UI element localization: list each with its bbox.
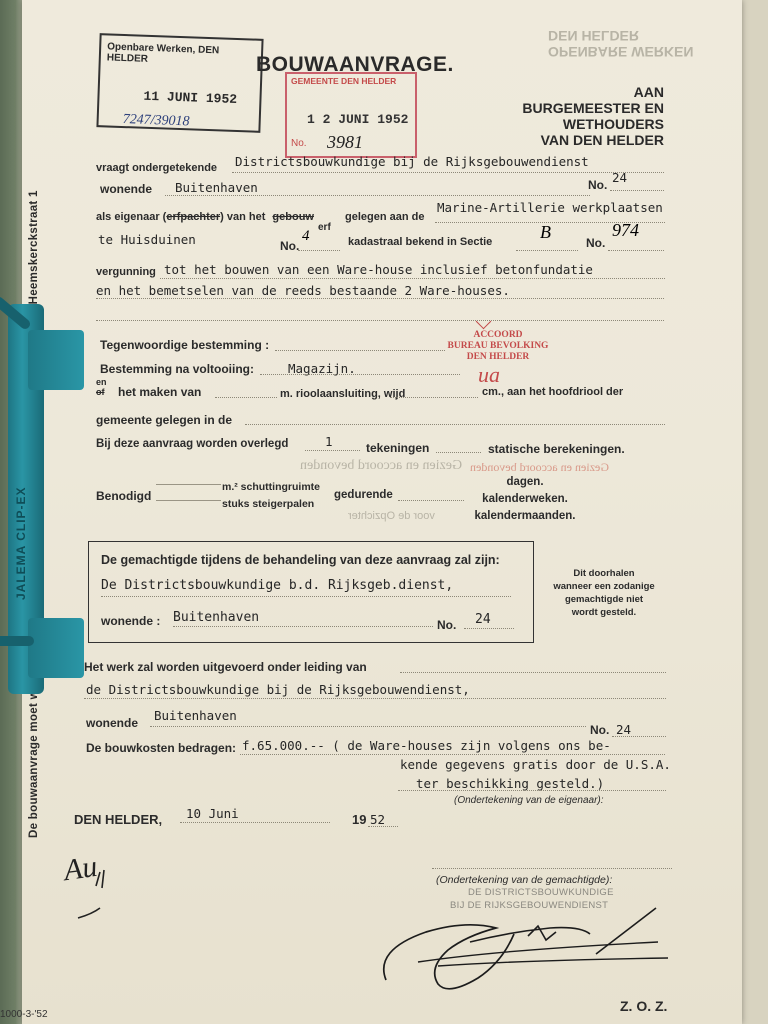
registration-number: 3981 xyxy=(327,132,363,152)
handwritten-initials: Au xyxy=(61,849,100,888)
during-label: gedurende xyxy=(334,489,393,501)
lead-value: de Districtsbouwkundige bij de Rijksgebouwendienst, xyxy=(86,682,470,697)
current-use-label: Tegenwoordige bestemming : xyxy=(100,338,270,352)
location-value: Marine-Artillerie werkplaatsen xyxy=(437,200,663,215)
applicant-value: Districtsbouwkundige bij de Rijksgebouwendienst xyxy=(235,154,589,169)
form-line xyxy=(240,754,665,755)
agent-stamp-line: DE DISTRICTSBOUWKUNDIGE xyxy=(468,887,614,898)
municipality-label: gemeente gelegen in de xyxy=(96,413,233,427)
year-value: 52 xyxy=(370,812,386,827)
authorized-agent-title: De gemachtigde tijdens de behandeling van deze aanvraag zal zijn: xyxy=(101,553,500,567)
cross-out-note-line: Dit doorhalen xyxy=(573,568,635,579)
period-weeks: kalenderweken. xyxy=(482,493,568,505)
addressee-line: AAN xyxy=(633,84,664,100)
location-no-label: No. xyxy=(280,239,300,253)
cross-out-note-line: gemachtigde niet xyxy=(564,594,644,605)
form-line xyxy=(398,790,666,791)
cost-value: f.65.000.-- ( de Ware-houses zijn volgens ons be- xyxy=(242,738,611,753)
date-day: 10 Juni xyxy=(186,806,239,821)
permit-value: tot het bouwen van een Ware-house inclusief betonfundatie xyxy=(164,262,593,277)
form-line xyxy=(390,397,478,398)
authorized-residence-value: Buitenhaven xyxy=(173,610,260,625)
permit-label: vergunning xyxy=(96,266,156,278)
cross-out-note-line: wanneer een zodanige xyxy=(553,581,655,592)
bleed-through-text: voor de Opzichter xyxy=(348,510,435,522)
owner-row xyxy=(96,211,314,223)
period-days: dagen. xyxy=(506,476,544,488)
period-months: kalendermaanden. xyxy=(474,510,576,522)
of-option: of xyxy=(96,387,105,397)
form-line xyxy=(612,736,666,737)
location-no-value: 4 xyxy=(302,228,310,244)
owner-mid-label: ) van het xyxy=(220,211,266,223)
permit-value-line2: en het bemetselen van de reeds bestaande 2 Ware-houses. xyxy=(96,283,510,298)
clip-brand-text: JALEMA CLIP-EX xyxy=(14,486,28,600)
owner-struck-option: erfpachter xyxy=(166,211,221,223)
cross-out-note xyxy=(542,567,666,619)
form-line xyxy=(232,172,664,173)
required-label: Benodigd xyxy=(96,489,152,503)
registration-no-label: No. xyxy=(291,138,307,149)
scaffold-posts-option: stuks steigerpalen xyxy=(222,498,315,510)
initials-scribble xyxy=(60,860,120,930)
drawings-label: Bij deze aanvraag worden overlegd xyxy=(96,438,289,450)
form-line xyxy=(96,320,664,321)
final-use-label: Bestemming na voltooiing: xyxy=(100,362,255,376)
form-line xyxy=(165,195,590,196)
form-line xyxy=(464,628,514,629)
registration-stamp-date: 1 2 JUNI 1952 xyxy=(307,112,409,127)
addressee-line: BURGEMEESTER EN WETHOUDERS xyxy=(522,100,664,132)
calculations-label: statische berekeningen. xyxy=(488,442,625,456)
binder-clip xyxy=(0,300,86,700)
sewer-width-label: m. rioolaansluiting, wijd xyxy=(280,388,406,400)
cost-label: De bouwkosten bedragen: xyxy=(86,741,237,755)
cadastral-label: kadastraal bekend in Sectie xyxy=(348,236,493,248)
location-town: te Huisduinen xyxy=(98,232,196,247)
cadastral-section: B xyxy=(540,222,551,242)
cross-out-note-line: wordt gesteld. xyxy=(571,607,637,618)
bleed-through-text-red: Gezien en accoord bevonden xyxy=(470,460,609,474)
owner-label: als eigenaar ( xyxy=(96,211,167,223)
form-line xyxy=(156,500,221,501)
authorized-residence-label: wonende : xyxy=(101,614,161,628)
form-line xyxy=(275,350,445,351)
residence-no-value: 24 xyxy=(612,170,628,185)
drawings-unit: tekeningen xyxy=(366,441,430,455)
form-line xyxy=(305,450,360,451)
location-label: gelegen aan de xyxy=(345,211,425,223)
building-struck-option: gebouw xyxy=(272,211,314,223)
stamp-handwritten-number: 7247/39018 xyxy=(122,112,190,130)
form-line xyxy=(84,698,666,699)
form-line xyxy=(260,374,460,375)
form-code: 1000-3-'52 xyxy=(0,1009,48,1020)
stamp-date: 11 JUNI 1952 xyxy=(143,88,238,107)
clip-top-tab xyxy=(28,330,84,390)
form-line xyxy=(398,500,464,501)
form-line xyxy=(173,626,433,627)
addressee xyxy=(420,84,664,148)
registration-stamp xyxy=(285,72,417,158)
form-line xyxy=(516,250,578,251)
cost-value-line3: ter beschikking gesteld.) xyxy=(416,776,605,791)
drawings-count: 1 xyxy=(325,434,333,449)
fence-space-option: m.² schuttingruimte xyxy=(222,481,321,493)
cost-value-line2: kende gegevens gratis door de U.S.A. xyxy=(400,757,671,772)
form-line xyxy=(101,596,511,597)
lead-label: Het werk zal worden uitgevoerd onder leiding van xyxy=(84,660,367,674)
form-line xyxy=(215,397,277,398)
en-of-choice xyxy=(96,377,107,397)
lead-residence-value: Buitenhaven xyxy=(154,708,237,723)
ghost-stamp-line: DEN HELDER xyxy=(548,28,640,44)
period-options xyxy=(470,474,580,525)
agent-stamp-line: BIJ DE RIJKSGEBOUWENDIENST xyxy=(450,900,609,911)
addressee-line: VAN DEN HELDER xyxy=(540,132,664,148)
cadastral-no-value: 974 xyxy=(612,220,639,240)
form-line xyxy=(436,452,481,453)
form-line xyxy=(245,424,665,425)
authorized-agent-box xyxy=(88,541,534,643)
final-use-value: Magazijn. xyxy=(288,361,356,376)
authorized-no-value: 24 xyxy=(475,612,491,627)
form-line xyxy=(298,250,340,251)
place-label: DEN HELDER, xyxy=(74,812,163,827)
sewer-label: het maken van xyxy=(118,385,202,399)
form-line xyxy=(180,822,330,823)
received-stamp xyxy=(96,33,263,133)
bleed-through-text: Gezien en accoord bevonden xyxy=(300,458,463,473)
residence-no-label: No. xyxy=(588,178,608,192)
en-option: en xyxy=(96,377,107,387)
authorized-no-label: No. xyxy=(437,618,457,632)
sewer-cm-label: cm., aan het hoofdriool der xyxy=(482,386,624,398)
ghost-stamp-line: OPENBARE WERKEN xyxy=(548,44,694,60)
form-line xyxy=(96,298,664,299)
approval-stamp-line: BUREAU BEVOLKING xyxy=(447,341,549,351)
approval-stamp-line: ACCOORD xyxy=(473,330,523,340)
form-line xyxy=(160,278,665,279)
cadastral-no-label: No. xyxy=(586,236,606,250)
residence-value: Buitenhaven xyxy=(175,180,258,195)
form-line xyxy=(432,868,672,869)
form-line xyxy=(610,190,664,191)
clip-bottom-tab xyxy=(28,618,84,678)
ghost-stamp xyxy=(548,28,693,60)
page-title: BOUWAANVRAGE. xyxy=(256,53,454,76)
stamp-header: Openbare Werken, DEN HELDER xyxy=(106,41,220,65)
lead-residence-label: wonende xyxy=(86,716,139,730)
owner-signature-label: (Ondertekening van de eigenaar): xyxy=(454,795,604,806)
lead-no-label: No. xyxy=(590,723,610,737)
lead-no-value: 24 xyxy=(616,722,632,737)
residence-label: wonende xyxy=(100,182,153,196)
form-line xyxy=(608,250,664,251)
form-line xyxy=(156,484,221,485)
approval-stamp xyxy=(438,330,558,363)
form-line xyxy=(368,826,398,827)
form-line xyxy=(400,672,666,673)
registration-stamp-header: GEMEENTE DEN HELDER xyxy=(291,76,397,86)
red-initials: ua xyxy=(478,362,500,387)
clip-wire xyxy=(0,636,34,646)
turn-over-label: Z. O. Z. xyxy=(620,998,668,1014)
applicant-label: vraagt ondergetekende xyxy=(96,162,218,174)
year-prefix: 19 xyxy=(352,812,367,827)
agent-signature-label: (Ondertekening van de gemachtigde): xyxy=(436,874,613,886)
erf-label: erf xyxy=(318,222,331,233)
handwritten-signature xyxy=(378,900,678,1010)
approval-stamp-line: DEN HELDER xyxy=(466,352,530,362)
form-line xyxy=(150,726,586,727)
authorized-agent-value: De Districtsbouwkundige b.d. Rijksgeb.dienst, xyxy=(101,578,454,593)
